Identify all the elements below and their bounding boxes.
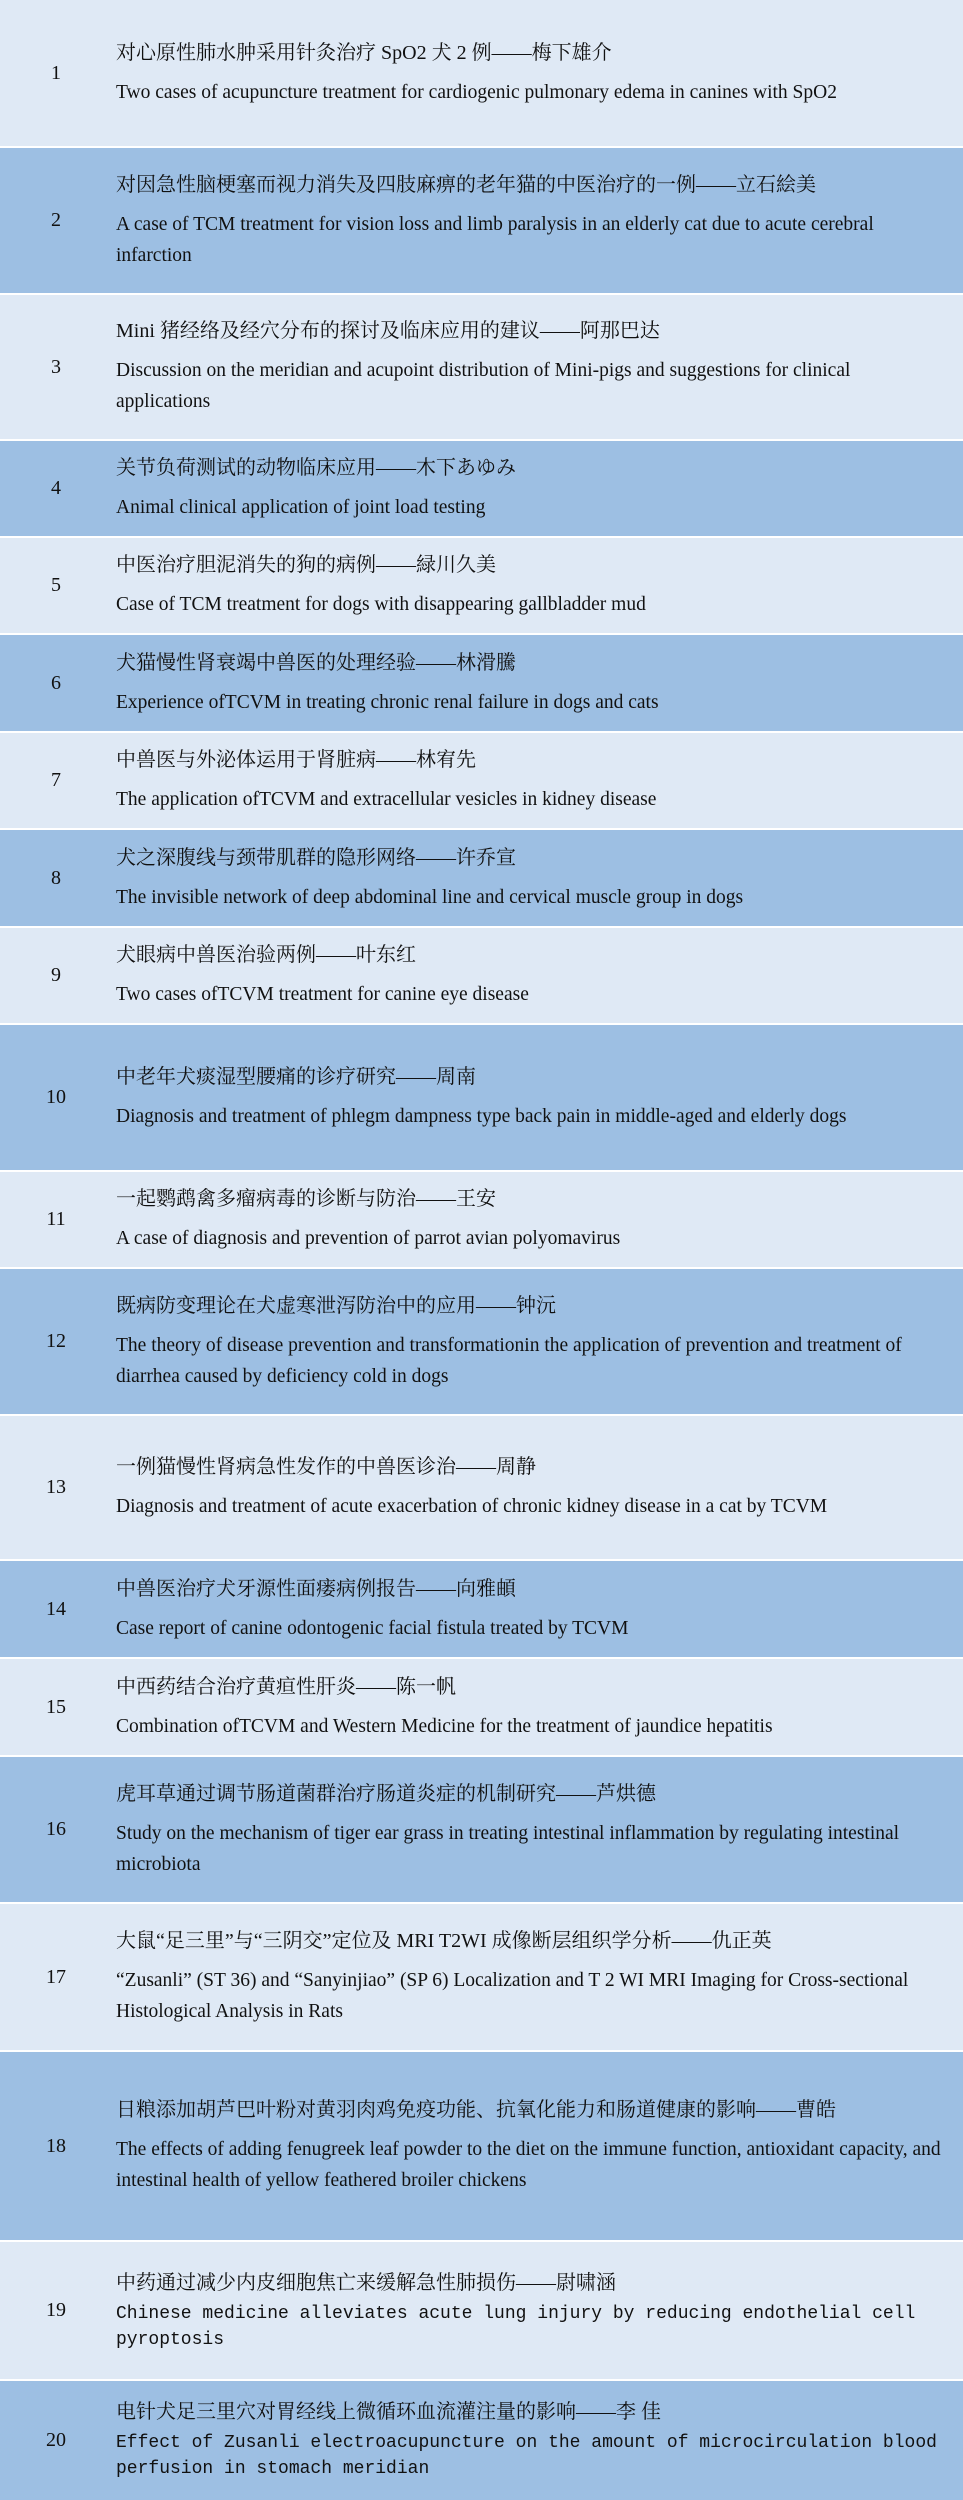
english-title: Case of TCM treatment for dogs with disappearing gallbladder mud (116, 594, 646, 615)
row-number: 1 (51, 62, 61, 84)
row-number: 12 (46, 1330, 66, 1352)
row-content (116, 2380, 949, 2500)
table-row (0, 1658, 963, 1756)
row-content (116, 1658, 949, 1756)
english-title: Two cases ofTCVM treatment for canine eye disease (116, 984, 529, 1005)
table-row (0, 2380, 963, 2500)
table-row (0, 294, 963, 440)
english-title: The theory of disease prevention and transformationin the application of prevention and treatment of diarrhea caused by deficiency cold in dogs (116, 1334, 902, 1387)
table-row (0, 0, 963, 147)
row-content (116, 732, 949, 829)
row-divider (0, 1023, 963, 1025)
row-content (116, 2051, 949, 2241)
chinese-title: 中兽医与外泌体运用于肾脏病——林宥先 (116, 749, 476, 771)
row-number: 7 (51, 769, 61, 791)
row-number: 13 (46, 1476, 66, 1498)
chinese-title: 一例猫慢性肾病急性发作的中兽医诊治——周静 (116, 1456, 536, 1478)
row-divider (0, 731, 963, 733)
row-divider (0, 828, 963, 830)
row-number: 17 (46, 1965, 66, 1988)
chinese-title: 日粮添加胡芦巴叶粉对黄羽肉鸡免疫功能、抗氧化能力和肠道健康的影响——曹皓 (116, 2099, 836, 2121)
table-row (0, 1560, 963, 1658)
chinese-title: 虎耳草通过调节肠道菌群治疗肠道炎症的机制研究——芦烘德 (116, 1782, 656, 1805)
row-content (116, 634, 949, 732)
row-number: 2 (51, 209, 61, 231)
english-title: Animal clinical application of joint load testing (116, 497, 486, 518)
row-content (116, 0, 949, 147)
row-divider (0, 146, 963, 148)
table-row (0, 440, 963, 537)
row-divider (0, 536, 963, 538)
table-row (0, 2051, 963, 2241)
chinese-title: 一起鹦鹉禽多瘤病毒的诊断与防治——王安 (116, 1188, 496, 1210)
row-number: 4 (51, 477, 61, 499)
chinese-title: 关节负荷测试的动物临床应用——木下あゆみ (116, 457, 516, 479)
chinese-title: Mini 猪经络及经穴分布的探讨及临床应用的建议——阿那巴达 (116, 320, 660, 342)
row-number: 11 (46, 1208, 66, 1230)
table-row (0, 1756, 963, 1903)
row-number: 10 (46, 1086, 66, 1108)
chinese-title: 对心原性肺水肿采用针灸治疗 SpO2 犬 2 例——梅下雄介 (116, 42, 612, 64)
row-divider (0, 439, 963, 441)
chinese-title: 大鼠“足三里”与“三阴交”定位及 MRI T2WI 成像断层组织学分析——仇正英 (116, 1930, 772, 1952)
row-divider (0, 293, 963, 295)
row-divider (0, 1267, 963, 1269)
english-title: Combination ofTCVM and Western Medicine for the treatment of jaundice hepatitis (116, 1715, 773, 1737)
row-number: 19 (46, 2299, 66, 2321)
row-content (116, 294, 949, 440)
row-number: 3 (51, 355, 61, 378)
row-number: 18 (46, 2134, 66, 2157)
row-content (116, 1560, 949, 1658)
row-number: 20 (46, 2428, 66, 2451)
row-divider (0, 633, 963, 635)
row-number: 16 (46, 1818, 66, 1840)
chinese-title: 犬眼病中兽医治验两例——叶东红 (116, 944, 416, 966)
row-number: 15 (46, 1695, 66, 1718)
row-divider (0, 926, 963, 928)
english-title: The effects of adding fenugreek leaf powder to the diet on the immune function, antioxidant capacity, and intestinal health of yellow feathered broiler chickens (116, 2139, 941, 2191)
table-row (0, 927, 963, 1024)
row-content (116, 1024, 949, 1171)
table-row (0, 2241, 963, 2380)
row-content (116, 537, 949, 634)
row-content (116, 1903, 949, 2051)
row-number: 8 (51, 866, 61, 889)
english-title: Discussion on the meridian and acupoint distribution of Mini-pigs and suggestions for clinical applications (116, 360, 851, 412)
english-title: A case of diagnosis and prevention of parrot avian polyomavirus (116, 1228, 621, 1249)
row-number: 9 (51, 964, 61, 986)
chinese-title: 中医治疗胆泥消失的狗的病例——緑川久美 (116, 554, 496, 576)
row-divider (0, 1559, 963, 1561)
table-row (0, 1415, 963, 1560)
chinese-title: 中西药结合治疗黄疸性肝炎——陈一帆 (116, 1675, 456, 1698)
english-title: “Zusanli” (ST 36) and “Sanyinjiao” (SP 6) Localization and T 2 WI MRI Imaging for Cross-sectional Histological Analysis in Rats (116, 1970, 909, 2022)
chinese-title: 中药通过减少内皮细胞焦亡来缓解急性肺损伤——尉啸涵 (116, 2271, 616, 2294)
row-content (116, 1268, 949, 1415)
row-content (116, 2241, 949, 2380)
chinese-title: 犬猫慢性肾衰竭中兽医的处理经验——林滑騰 (116, 651, 516, 674)
english-title: Two cases of acupuncture treatment for cardiogenic pulmonary edema in canines with SpO2 (116, 82, 837, 103)
chinese-title: 中兽医治疗犬牙源性面瘘病例报告——向雅頔 (116, 1577, 516, 1600)
chinese-title: 既病防变理论在犬虚寒泄泻防治中的应用——钟沅 (116, 1294, 556, 1317)
table-row (0, 1171, 963, 1268)
chinese-title: 犬之深腹线与颈带肌群的隐形网络——许乔宣 (116, 846, 516, 869)
english-title: Study on the mechanism of tiger ear grass in treating intestinal inflammation by regulating intestinal microbiota (116, 1822, 900, 1875)
table-row (0, 829, 963, 927)
english-title: The invisible network of deep abdominal line and cervical muscle group in dogs (116, 886, 744, 908)
row-content (116, 1415, 949, 1560)
english-title: Diagnosis and treatment of acute exacerbation of chronic kidney disease in a cat by TCVM (116, 1496, 828, 1517)
english-title: Case report of canine odontogenic facial fistula treated by TCVM (116, 1617, 629, 1639)
chinese-title: 对因急性脑梗塞而视力消失及四肢麻痹的老年猫的中医治疗的一例——立石絵美 (116, 173, 816, 196)
chinese-title: 中老年犬痰湿型腰痛的诊疗研究——周南 (116, 1066, 476, 1088)
row-divider (0, 1902, 963, 1904)
row-divider (0, 1170, 963, 1172)
row-number: 5 (51, 574, 61, 596)
row-content (116, 927, 949, 1024)
english-title: Effect of Zusanli electroacupuncture on the amount of microcirculation blood perfusion in stomach meridian (116, 2433, 937, 2479)
english-title: Diagnosis and treatment of phlegm dampness type back pain in middle-aged and elderly dogs (116, 1106, 847, 1127)
row-number: 14 (46, 1597, 66, 1620)
row-divider (0, 1414, 963, 1416)
english-title: Chinese medicine alleviates acute lung injury by reducing endothelial cell pyroptosis (116, 2303, 916, 2350)
table-row (0, 732, 963, 829)
row-divider (0, 2050, 963, 2052)
chinese-title: 电针犬足三里穴对胃经线上微循环血流灌注量的影响——李 佳 (116, 2401, 661, 2423)
english-title: The application ofTCVM and extracellular vesicles in kidney disease (116, 789, 657, 810)
table-row (0, 147, 963, 294)
row-divider (0, 1657, 963, 1659)
row-divider (0, 1755, 963, 1757)
table-row (0, 1024, 963, 1171)
table-row (0, 537, 963, 634)
row-content (116, 829, 949, 927)
english-title: A case of TCM treatment for vision loss and limb paralysis in an elderly cat due to acute cerebral infarction (116, 213, 874, 266)
row-content (116, 147, 949, 294)
table-row (0, 1903, 963, 2051)
row-content (116, 1171, 949, 1268)
row-divider (0, 2379, 963, 2381)
row-number: 6 (51, 671, 61, 694)
row-content (116, 1756, 949, 1903)
row-content (116, 440, 949, 537)
english-title: Experience ofTCVM in treating chronic renal failure in dogs and cats (116, 691, 659, 713)
row-divider (0, 2240, 963, 2242)
table-row (0, 1268, 963, 1415)
table-row (0, 634, 963, 732)
